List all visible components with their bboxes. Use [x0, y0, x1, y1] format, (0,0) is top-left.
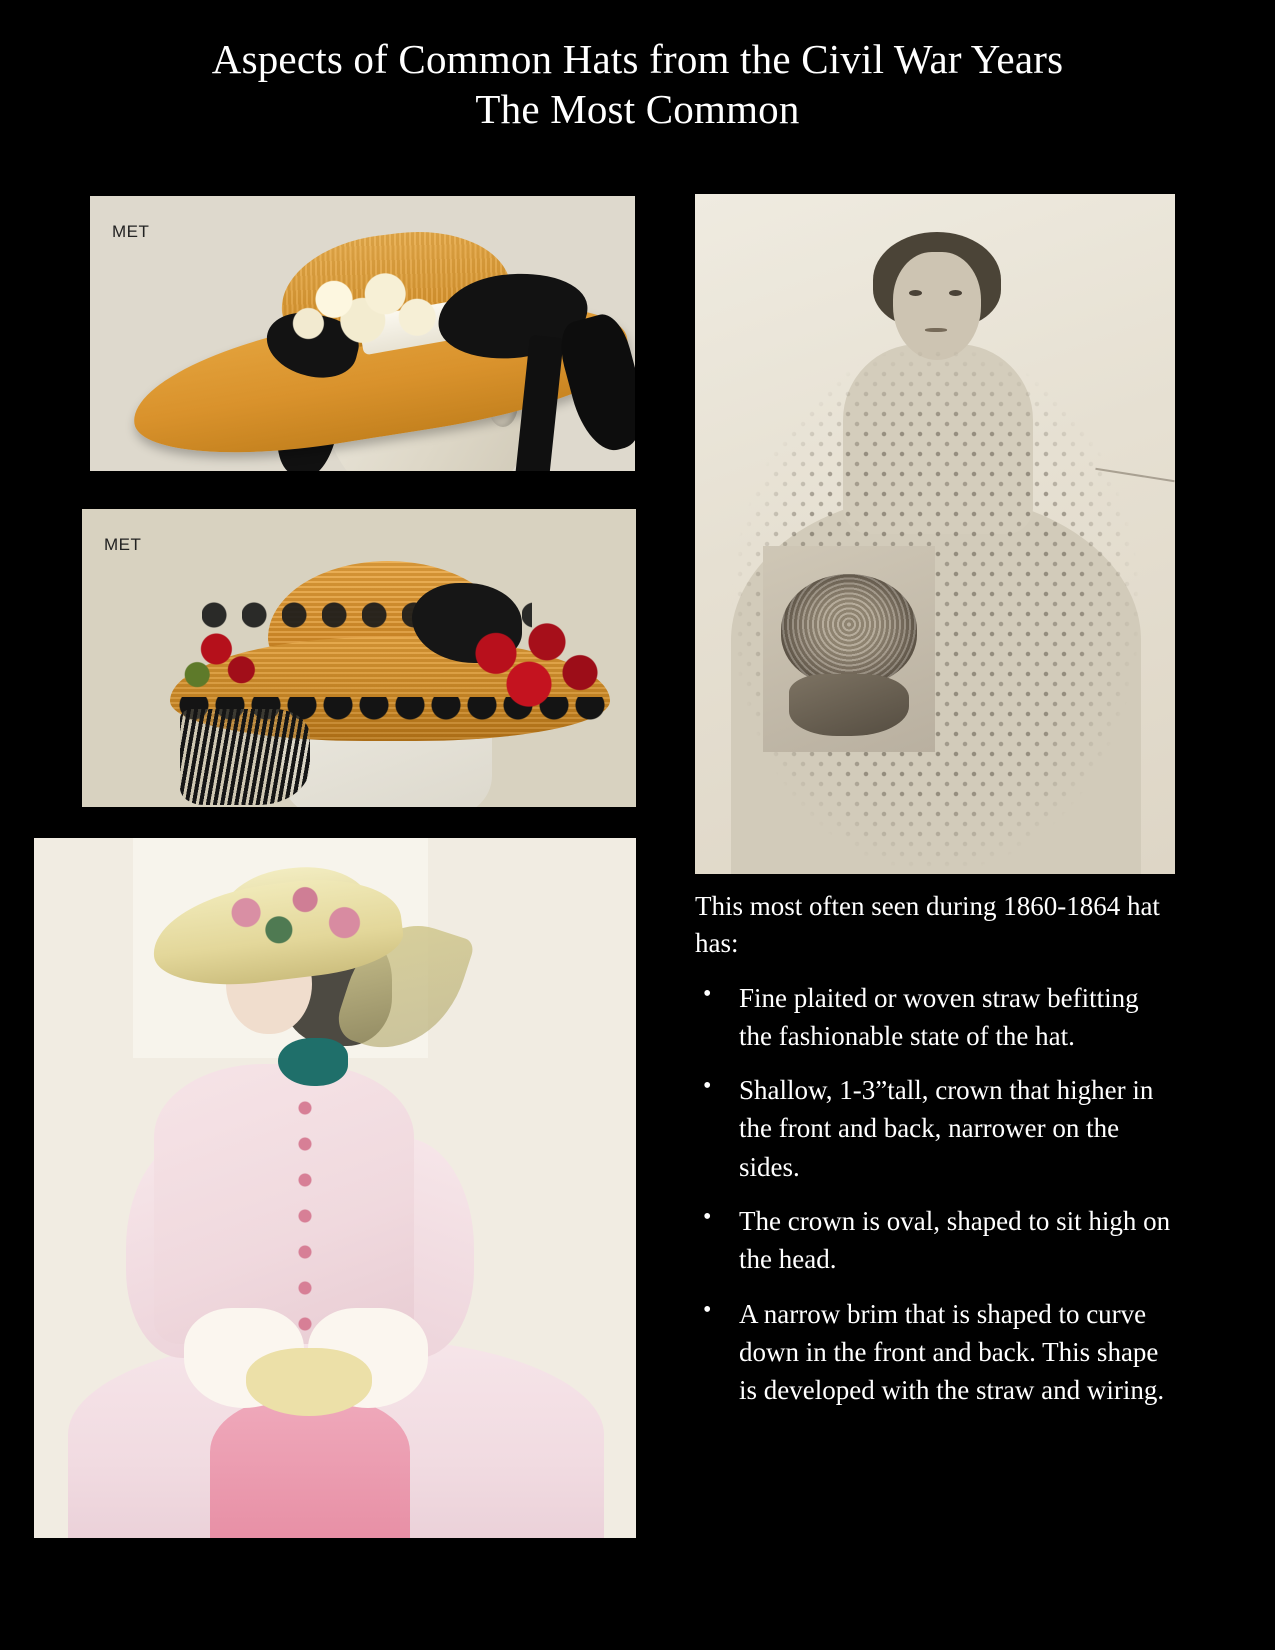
- lead-paragraph: This most often seen during 1860-1864 hat has:: [695, 891, 1160, 959]
- list-item: • The crown is oval, shaped to sit high on the head.: [695, 1202, 1177, 1279]
- page-title: [0, 34, 1275, 134]
- list-item: • A narrow brim that is shaped to curve down in the front and back. This shape is developed with the straw and wiring.: [695, 1295, 1177, 1410]
- list-item: • Fine plaited or woven straw befitting the fashionable state of the hat.: [695, 979, 1177, 1056]
- red-flowers-right-shape: [454, 615, 604, 711]
- inset-hat-ribbon-shape: [789, 674, 909, 736]
- skirt-pink-panel-shape: [210, 1398, 410, 1538]
- eye-right-shape: [949, 290, 962, 296]
- jacket-bodice-shape: [154, 1064, 414, 1344]
- image-credit-met: MET: [112, 222, 150, 241]
- image-credit-met: MET: [104, 535, 142, 554]
- list-item: • Shallow, 1-3”tall, crown that higher in the front and back, narrower on the sides.: [695, 1071, 1177, 1186]
- image-hat-red-flowers: [82, 509, 636, 807]
- black-lace-drape-shape: [180, 709, 310, 805]
- title-line-1: Aspects of Common Hats from the Civil War Years: [211, 36, 1064, 82]
- image-cdv-woman: [695, 194, 1175, 874]
- gloved-hands-shape: [246, 1348, 372, 1416]
- inset-hat-shape: [781, 574, 917, 686]
- eye-left-shape: [909, 290, 922, 296]
- neck-bow-shape: [278, 1038, 348, 1086]
- inset-straw-hat-closeup: [763, 546, 935, 752]
- image-hat-straw-black-ribbon: [90, 196, 635, 471]
- red-flowers-left-shape: [178, 617, 274, 697]
- title-line-2: The Most Common: [475, 86, 800, 133]
- jacket-buttons-shape: [298, 1098, 312, 1338]
- image-fashion-plate: [34, 838, 636, 1538]
- feature-bullet-list: [695, 979, 1177, 1410]
- lace-flowers-shape: [286, 272, 446, 350]
- mouth-shape: [925, 328, 947, 332]
- body-text-column: [695, 888, 1177, 1426]
- hat-flowers-shape: [210, 878, 374, 950]
